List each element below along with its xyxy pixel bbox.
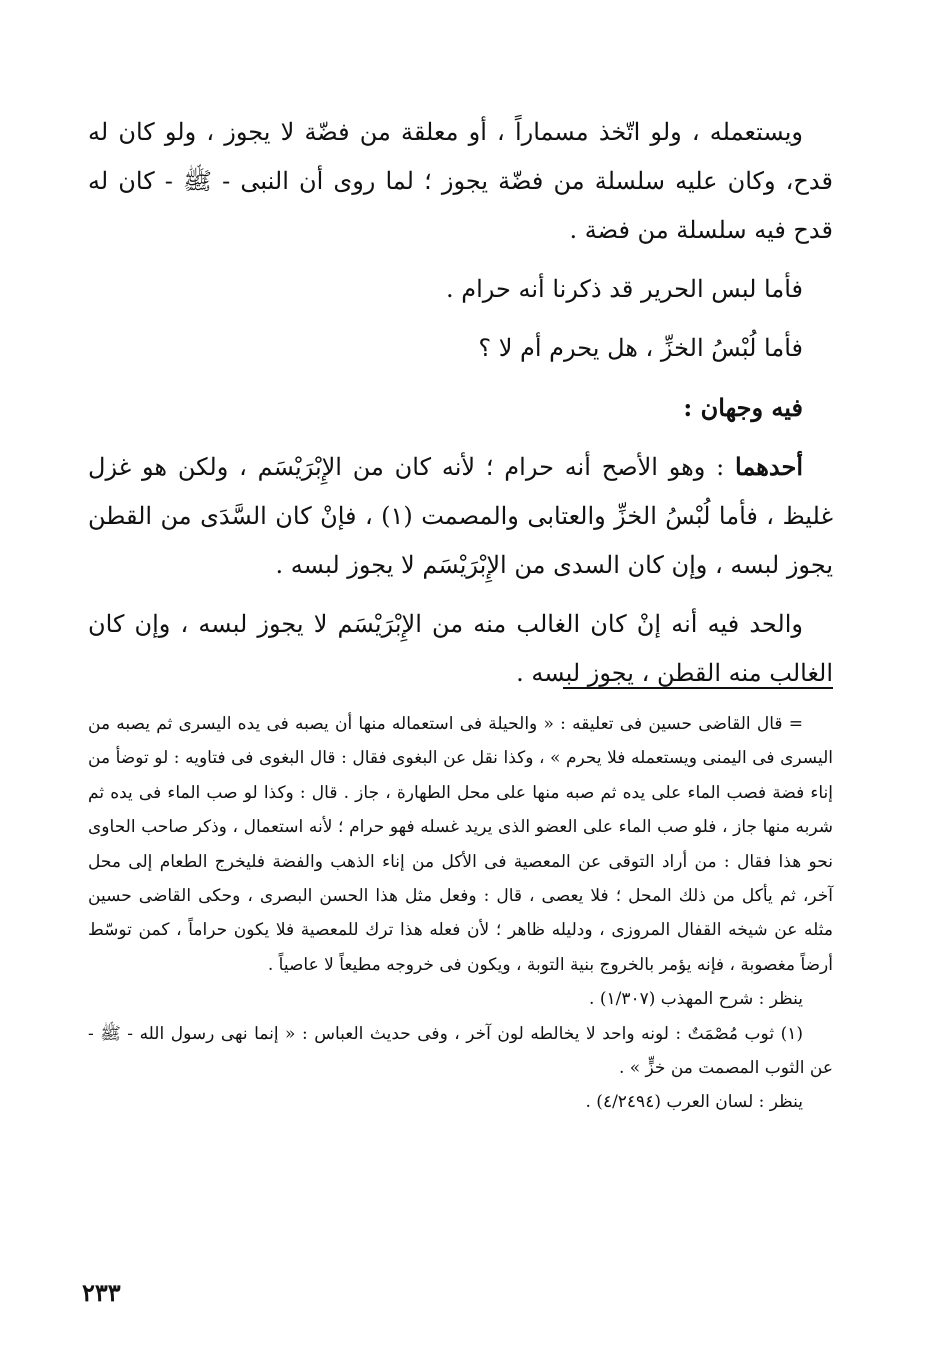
- footnote-reference: ينظر : شرح المهذب (١/٣٠٧) .: [589, 989, 803, 1010]
- paragraph: والحد فيه أنه إنْ كان الغالب منه من الإِبْرَيْسَم لا يجوز لبسه ، وإن كان الغالب منه القطن ، يجوز لبسه .: [88, 610, 833, 687]
- paragraph-body: : وهو الأصح أنه حرام ؛ لأنه كان من الإِبْرَيْسَم ، ولكن هو غزل غليظ ، فأما لُبْسُ الخزِّ والعتابى والمصمت (١) ، فإنْ كان السَّدَى من القطن يجوز لبسه ، وإن كان السدى من الإِبْرَيْسَم لا يجوز لبسه .: [88, 453, 833, 579]
- footnote-divider: [563, 687, 833, 689]
- section-heading: فيه وجهان :: [683, 393, 803, 422]
- footnote: (١) ثوب مُصْمَتٌ : لونه واحد لا يخالطه لون آخر ، وفى حديث العباس : « إنما نهى رسول الله - ﷺ - عن الثوب المصمت من خزٍّ » .: [88, 1023, 833, 1079]
- paragraph: ويستعمله ، ولو اتّخذ مسماراً ، أو معلقة من فضّة لا يجوز ، ولو كان له قدح، وكان عليه سلسلة من فضّة يجوز ؛ لما روى أن النبى - ﷺ - كان له قدح فيه سلسلة من فضة .: [88, 118, 833, 244]
- main-text: [88, 108, 833, 698]
- footnotes: [88, 707, 833, 1120]
- page-number: ٢٣٣: [82, 1278, 121, 1307]
- paragraph: فأما لُبْسُ الخزِّ ، هل يحرم أم لا ؟: [478, 334, 803, 362]
- footnote-reference: ينظر : لسان العرب (٤/٢٤٩٤) .: [585, 1092, 803, 1113]
- paragraph-lead: أحدهما: [735, 452, 803, 481]
- paragraph: [88, 442, 833, 590]
- footnote-continuation: = قال القاضى حسين فى تعليقه : « والحيلة فى استعماله منها أن يصبه فى يده اليسرى ثم يصبه من اليسرى فى اليمنى ويستعمله فلا يحرم » ، وكذا نقل عن البغوى فقال : قال البغوى فى فتاويه : لو توضأ من إناء فضة فصب الماء على يده ثم صبه منها على محل الطهارة ، جاز . قال : وكذا لو صب الماء فى يده ثم شربه منها جاز ، فلو صب الماء على العضو الذى يريد غسله فهو حرام ؛ لأنه استعمال ، وذكر صاحب الحاوى نحو هذا فقال : من أراد التوقى عن المعصية فى الأكل من إناء الذهب والفضة فليخرج الطعام إلى محل آخر، ثم يأكل من ذلك المحل ؛ فلا يعصى ، قال : وفعل مثل هذا الحسن البصرى ، وحكى القاضى حسين مثله عن شيخه القفال المروزى ، ودليله ظاهر ؛ لأن فعله هذا ترك للمعصية فلا يكون حراماً ، كمن توسّط أرضاً مغصوبة ، فإنه يؤمر بالخروج بنية التوبة ، ويكون فى خروجه مطيعاً لا عاصياً .: [88, 714, 833, 975]
- paragraph: فأما لبس الحرير قد ذكرنا أنه حرام .: [445, 275, 803, 303]
